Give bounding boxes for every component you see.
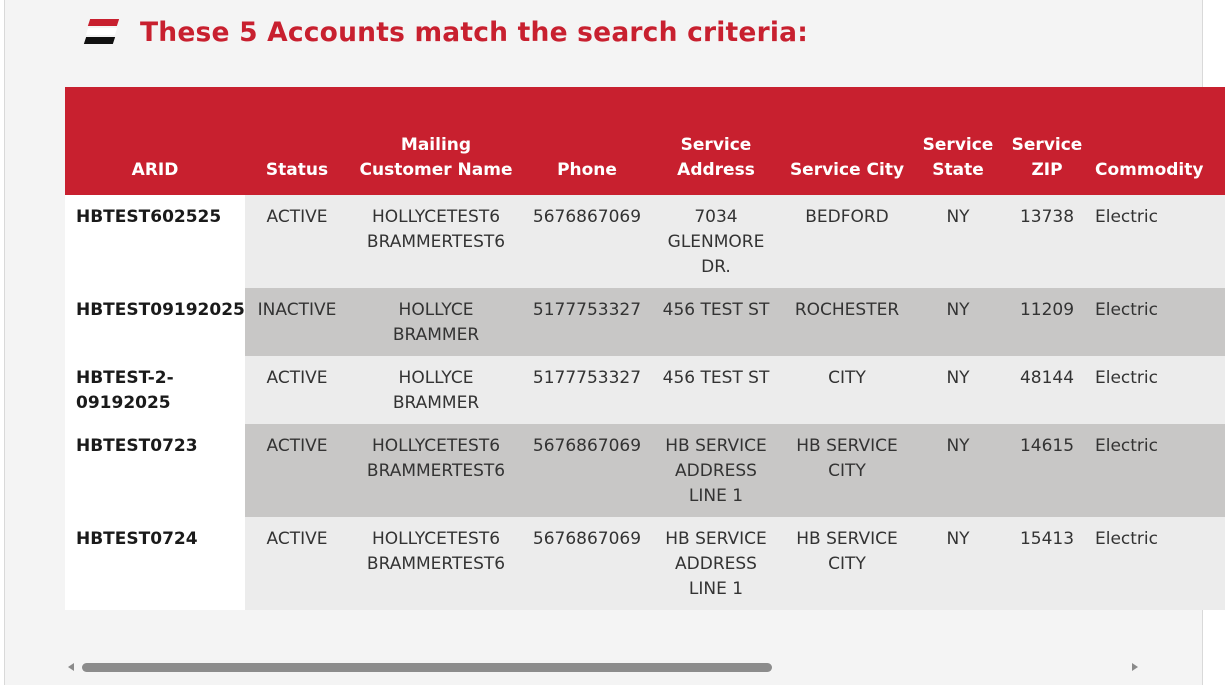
cell-service-address: 456 TEST ST: [651, 356, 781, 424]
cell-service-city: CITY: [781, 356, 913, 424]
cell-service-zip: 48144: [1003, 356, 1091, 424]
cell-service-state: NY: [913, 356, 1003, 424]
cell-phone: 5177753327: [523, 288, 651, 356]
table-header-row: [65, 87, 1225, 195]
cell-status: ACTIVE: [245, 424, 349, 517]
column-header-service-city[interactable]: Service City: [781, 87, 913, 195]
results-table-container: [65, 87, 1204, 660]
cell-service-address: 456 TEST ST: [651, 288, 781, 356]
cell-phone: 5676867069: [523, 195, 651, 288]
table-row[interactable]: [65, 517, 1225, 610]
flag-icon: [85, 19, 118, 45]
cell-service-state: NY: [913, 424, 1003, 517]
cell-service-zip: 11209: [1003, 288, 1091, 356]
scrollbar-thumb[interactable]: [82, 663, 772, 672]
cell-commodity: Electric: [1091, 356, 1225, 424]
cell-phone: 5177753327: [523, 356, 651, 424]
cell-mailing-name: HOLLYCE BRAMMER: [349, 288, 523, 356]
cell-service-zip: 13738: [1003, 195, 1091, 288]
cell-service-state: NY: [913, 288, 1003, 356]
cell-service-zip: 14615: [1003, 424, 1091, 517]
cell-service-city: BEDFORD: [781, 195, 913, 288]
horizontal-scrollbar[interactable]: [65, 660, 1143, 676]
results-table: [65, 87, 1225, 610]
cell-commodity: Electric: [1091, 517, 1225, 610]
cell-service-state: NY: [913, 517, 1003, 610]
cell-arid[interactable]: HBTEST602525: [65, 195, 245, 288]
page-title: These 5 Accounts match the search criteria:: [140, 16, 809, 48]
cell-service-zip: 15413: [1003, 517, 1091, 610]
scroll-left-arrow-icon[interactable]: [68, 663, 74, 671]
cell-service-address: HB SERVICE ADDRESS LINE 1: [651, 424, 781, 517]
cell-arid[interactable]: HBTEST09192025: [65, 288, 245, 356]
table-row[interactable]: [65, 288, 1225, 356]
cell-arid[interactable]: HBTEST-2-09192025: [65, 356, 245, 424]
cell-service-city: HB SERVICE CITY: [781, 517, 913, 610]
cell-phone: 5676867069: [523, 424, 651, 517]
column-header-arid[interactable]: ARID: [65, 87, 245, 195]
column-header-service-address[interactable]: Service Address: [651, 87, 781, 195]
table-row[interactable]: [65, 424, 1225, 517]
column-header-mailing-name[interactable]: Mailing Customer Name: [349, 87, 523, 195]
cell-mailing-name: HOLLYCETEST6 BRAMMERTEST6: [349, 517, 523, 610]
cell-status: ACTIVE: [245, 517, 349, 610]
cell-service-address: 7034 GLENMORE DR.: [651, 195, 781, 288]
cell-service-state: NY: [913, 195, 1003, 288]
cell-phone: 5676867069: [523, 517, 651, 610]
cell-service-city: ROCHESTER: [781, 288, 913, 356]
column-header-service-state[interactable]: Service State: [913, 87, 1003, 195]
cell-status: INACTIVE: [245, 288, 349, 356]
cell-mailing-name: HOLLYCE BRAMMER: [349, 356, 523, 424]
table-row[interactable]: [65, 195, 1225, 288]
cell-service-address: HB SERVICE ADDRESS LINE 1: [651, 517, 781, 610]
cell-mailing-name: HOLLYCETEST6 BRAMMERTEST6: [349, 195, 523, 288]
column-header-commodity[interactable]: Commodity: [1091, 87, 1225, 195]
cell-service-city: HB SERVICE CITY: [781, 424, 913, 517]
column-header-service-zip[interactable]: Service ZIP: [1003, 87, 1091, 195]
cell-commodity: Electric: [1091, 288, 1225, 356]
cell-arid[interactable]: HBTEST0724: [65, 517, 245, 610]
cell-status: ACTIVE: [245, 195, 349, 288]
results-heading: [85, 14, 808, 50]
cell-mailing-name: HOLLYCETEST6 BRAMMERTEST6: [349, 424, 523, 517]
cell-arid[interactable]: HBTEST0723: [65, 424, 245, 517]
cell-commodity: Electric: [1091, 195, 1225, 288]
scroll-right-arrow-icon[interactable]: [1132, 663, 1138, 671]
cell-status: ACTIVE: [245, 356, 349, 424]
column-header-status[interactable]: Status: [245, 87, 349, 195]
column-header-phone[interactable]: Phone: [523, 87, 651, 195]
cell-commodity: Electric: [1091, 424, 1225, 517]
table-row[interactable]: [65, 356, 1225, 424]
